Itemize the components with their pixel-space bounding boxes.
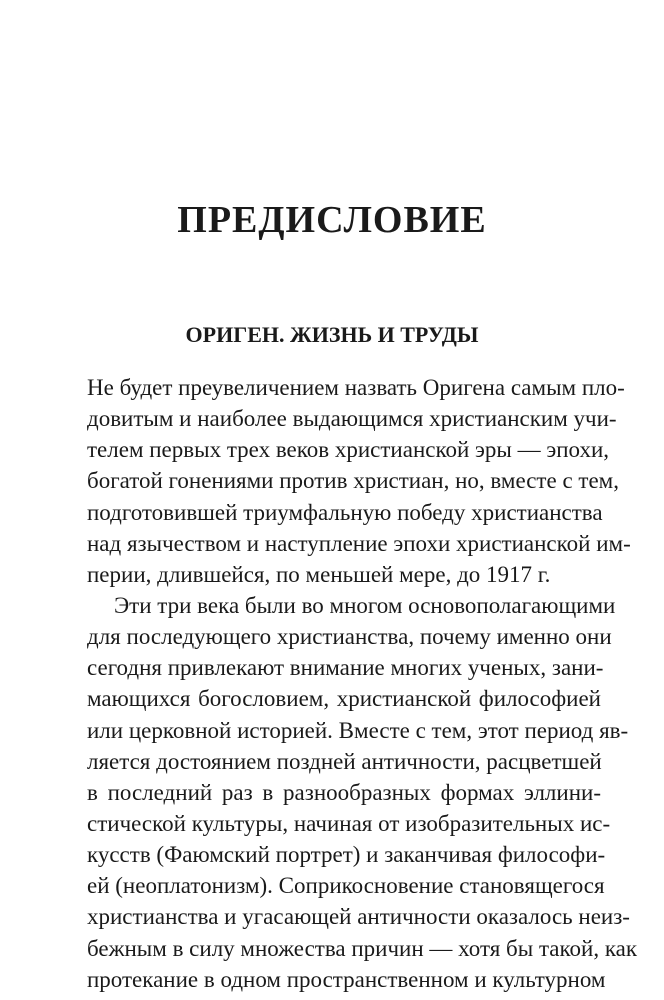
text-line: над язычеством и наступление эпохи христианской им- bbox=[87, 530, 631, 556]
text-line: христианства и угасающей античности оказалось неиз- bbox=[87, 904, 630, 930]
text-line: довитым и наиболее выдающимся христианским учи- bbox=[87, 406, 617, 432]
text-line: кусств (Фаюмский портрет) и заканчивая философи- bbox=[87, 842, 606, 868]
text-line: Эти три века были во многом основополагающими bbox=[114, 592, 616, 618]
text-line: сегодня привлекают внимание многих ученых, зани- bbox=[87, 655, 604, 681]
text-line: стической культуры, начиная от изобразительных ис- bbox=[87, 810, 611, 836]
text-line: ляется достоянием поздней античности, расцветшей bbox=[87, 748, 602, 774]
text-line: протекание в одном пространственном и культурном bbox=[87, 966, 606, 992]
text-line: или церковной историей. Вместе с тем, этот период яв- bbox=[87, 717, 629, 743]
text-line: мающихся богословием, христианской философией bbox=[87, 686, 601, 712]
text-line: подготовившей триумфальную победу христианства bbox=[87, 499, 603, 525]
text-line: перии, длившейся, по меньшей мере, до 1917 г. bbox=[87, 561, 551, 587]
text-line: ей (неоплатонизм). Соприкосновение становящегося bbox=[87, 873, 605, 899]
paragraph bbox=[87, 590, 638, 995]
text-line: бежным в силу множества причин — хотя бы такой, как bbox=[87, 935, 638, 961]
text-line: телем первых трех веков христианской эры — эпохи, bbox=[87, 437, 610, 463]
text-line: в последний раз в разнообразных формах эллини- bbox=[87, 779, 601, 805]
chapter-title: ПРЕДИСЛОВИЕ bbox=[177, 199, 487, 241]
body-text bbox=[87, 372, 638, 995]
text-line: Не будет преувеличением назвать Оригена самым пло- bbox=[87, 375, 625, 400]
text-line: для последующего христианства, почему именно они bbox=[87, 624, 612, 650]
section-title: ОРИГЕН. ЖИЗНЬ И ТРУДЫ bbox=[185, 322, 479, 347]
text-line: богатой гонениями против христиан, но, вместе с тем, bbox=[87, 468, 619, 494]
paragraph bbox=[87, 372, 631, 590]
